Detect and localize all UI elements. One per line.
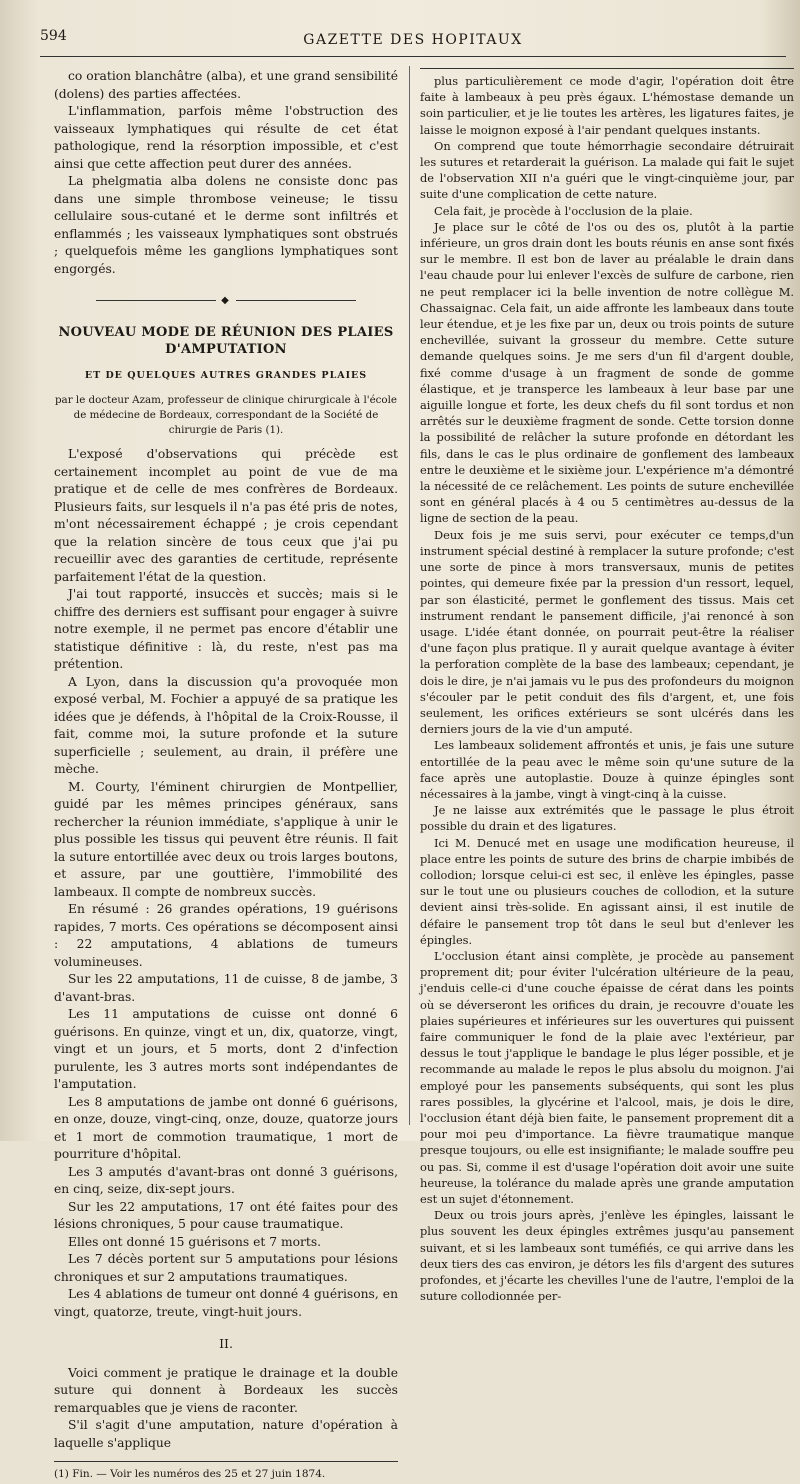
section-body: [54, 1365, 398, 1453]
right-column-rule: [420, 68, 794, 69]
paragraph: Cela fait, je procède à l'occlusion de la plaie.: [434, 203, 693, 218]
paragraph: Elles ont donné 15 guérisons et 7 morts.: [68, 1234, 322, 1249]
paragraph: Voici comment je pratique le drainage et la double suture qui donnent à Bordeaux les succès remarquables que je viens de raconter.: [54, 1365, 398, 1415]
left-column: [54, 68, 398, 1480]
footnote-rule: [54, 1461, 398, 1462]
ornament-glyph: ◆: [221, 295, 231, 306]
paragraph: Les 8 amputations de jambe ont donné 6 guérisons, en onze, douze, vingt-cinq, onze, douze, quatorze jours et 1 mort de commotion traumatique, 1 mort de pourriture d'hôpital.: [54, 1094, 398, 1161]
paragraph: L'exposé d'observations qui précède est certainement incomplet au point de vue de ma pratique et de celle de mes confrères de Bordeaux. Plusieurs faits, sur lesquels il n'a pas été pris de notes, m'ont nécessairement échappé ; je crois cependant que la relation sincère de tous ceux que j'ai pu recueillir avec des garanties de certitude, représente parfaitement l'état de la question.: [54, 447, 398, 584]
paragraph: Les lambeaux solidement affrontés et unis, je fais une suture entortillée de la peau avec le même soin qu'une suture de la face après une autoplastie. Douze à quinze épingles sont nécessaires à la jambe, vingt à vingt-cinq à la cuisse.: [420, 738, 794, 801]
column-divider: [409, 66, 410, 1125]
paragraph: M. Courty, l'éminent chirurgien de Montpellier, guidé par les mêmes principes généraux, sans rechercher la réunion immédiate, s'applique à unir le plus possible les tissus qui peuvent être réunis. Il fait la suture entortillée avec deux ou trois larges boutons, et assure, par une gouttière, l'immobilité des lambeaux. Il compte de nombreux succès.: [54, 779, 398, 899]
paragraph: On comprend que toute hémorrhagie secondaire détruirait les sutures et retarderait la guérison. La malade qui fait le sujet de l'observation XII n'a guéri que le vingt-cinquième jour, par suite d'une complication de cette nature.: [420, 138, 794, 202]
article-body: [54, 446, 398, 1321]
right-column: [420, 68, 794, 1304]
paragraph: Je place sur le côté de l'os ou des os, plutôt à la partie inférieure, un gros drain dont les bouts réunis en anse sont fixés sur le membre. Il est bon de laver au préalable le drain dans l'eau chaude pour lui enlever l'excès de sulfure de carbone, rien ne peut remplacer ici la belle invention de notre collègue M. Chassaignac. Cela fait, un aide affronte les lambeaux dans toute leur étendue, et je les fixe par un, deux ou trois points de suture enchevillée, suivant la grosseur du membre. Cette suture demande quelques soins. Je me sers d'un fil d'argent double, fixé comme d'usage à un fragment de sonde de gomme élastique, et je transperce les lambeaux à leur base par une aiguille longue et forte, les deux chefs du fil sont tordus et non arrêtés sur le deuxième fragment de sonde. Cette torsion donne la possibilité de relâcher la suture profonde en détordant les fils, dans le cas le plus ordinaire de gonflement des lambeaux entre le deuxième et le sixième jour. L'expérience m'a démontré la nécessité de ce relâchement. Les points de suture enchevillée sont en général placés à 4 ou 5 centimètres au-dessus de la ligne de section de la peau.: [420, 219, 794, 526]
paragraph: co oration blanchâtre (alba), et une grand sensibilité (dolens) des parties affectées.: [54, 69, 398, 101]
article-title: NOUVEAU MODE DE RÉUNION DES PLAIES D'AMPUTATION: [58, 324, 394, 357]
paragraph: Deux fois je me suis servi, pour exécuter ce temps,d'un instrument spécial destiné à remplacer la suture profonde; c'est une sorte de pince à mors transversaux, munis de petites pointes, qui demeure fixée par la pression d'un ressort, lequel, par son élasticité, permet le gonflement des tissus. Mais cet instrument rendant le pansement difficile, j'ai renoncé à son usage. L'idée étant donnée, on pourrait peut-être la réaliser d'une façon plus pratique. Il y aurait quelque avantage à éviter la perforation complète de la base des lambeaux; cependant, je dois le dire, je n'ai jamais vu le pus des profondeurs du moignon s'écouler par le petit conduit des fils d'argent, et, une fois seulement, les orifices extérieurs se sont ulcérés dans les derniers jours de la vie d'un amputé.: [420, 527, 794, 737]
footnote: (1) Fin. — Voir les numéros des 25 et 27 juin 1874.: [54, 1468, 326, 1480]
paragraph: L'inflammation, parfois même l'obstruction des vaisseaux lymphatiques qui résulte de cet état pathologique, rend la résorption impossible, et c'est ainsi que cette affection peut durer des années.: [54, 104, 398, 171]
paragraph: Je ne laisse aux extrémités que le passage le plus étroit possible du drain et des ligatures.: [420, 803, 794, 834]
article-subtitle: ET DE QUELQUES AUTRES GRANDES PLAIES: [84, 369, 368, 381]
article-byline: par le docteur Azam, professeur de clinique chirurgicale à l'école de médecine de Bordeaux, correspondant de la Société de chirurgie de Paris (1).: [54, 394, 398, 436]
paragraph: S'il s'agit d'une amputation, nature d'opération à laquelle s'applique: [54, 1418, 398, 1450]
paragraph: Les 11 amputations de cuisse ont donné 6 guérisons. En quinze, vingt et un, dix, quatorze, vingt, vingt et un jours, et 5 morts, dont 2 d'infection purulente, les 3 autres morts sont indépendantes de l'amputation.: [54, 1007, 398, 1091]
page-number: 594: [40, 28, 67, 44]
paragraph: plus particulièrement ce mode d'agir, l'opération doit être faite à lambeaux à peu près égaux. L'hémostase demande un soin particulier, et je lie toutes les artères, les ligatures faites, je laisse le moignon exposé à l'air pendant quelques instants.: [420, 74, 794, 137]
paragraph: A Lyon, dans la discussion qu'a provoquée mon exposé verbal, M. Fochier a appuyé de sa pratique les idées que je défends, à l'hôpital de la Croix-Rousse, il fait, comme moi, la suture profonde et la suture superficielle ; seulement, au drain, il préfère une mèche.: [54, 674, 398, 776]
paragraph: Ici M. Denucé met en usage une modification heureuse, il place entre les points de suture des brins de charpie imbibés de collodion; lorsque celui-ci est sec, il enlève les épingles, passe sur le tout une ou plusieurs couches de collodion, et la suture devient ainsi très-solide. En agissant ainsi, il est inutile de défaire le pansement trop tôt dans le seul but d'enlever les épingles.: [420, 835, 794, 947]
page-header: [40, 22, 786, 62]
paragraph: Les 3 amputés d'avant-bras ont donné 3 guérisons, en cinq, seize, dix-sept jours.: [54, 1164, 398, 1196]
paragraph: En résumé : 26 grandes opérations, 19 guérisons rapides, 7 morts. Ces opérations se décomposent ainsi : 22 amputations, 4 ablations de tumeurs volumineuses.: [54, 902, 398, 969]
paragraph: Sur les 22 amputations, 11 de cuisse, 8 de jambe, 3 d'avant-bras.: [54, 972, 398, 1004]
paragraph: L'occlusion étant ainsi complète, je procède au pansement proprement dit; pour éviter l'ulcération ultérieure de la peau, j'enduis celle-ci d'une couche épaisse de cérat dans les points où se déverseront les orifices du drain, je recouvre d'ouate les plaies supérieures et inférieures sur les ouvertures qui puissent faire communiquer le fond de la plaie avec l'extérieur, par dessus le tout j'applique le bandage le plus léger possible, et je recommande au malade le repos le plus absolu du moignon. J'ai employé pour les pansements subséquents, qui sont les plus rares possibles, la glycérine et l'alcool, mais, je dois le dire, l'occlusion étant déjà bien faite, le pansement proprement dit a pour moi peu d'importance. La fièvre traumatique manque presque toujours, ou elle est insignifiante; le malade souffre peu ou pas. Si, comme il est d'usage l'opération doit avoir une suite heureuse, la tolérance du malade après une grande amputation est un sujet d'étonnement.: [420, 948, 794, 1207]
intro-paragraphs: [54, 68, 398, 278]
section-ornament: [54, 292, 398, 310]
paragraph: Les 7 décès portent sur 5 amputations pour lésions chroniques et sur 2 amputations traumatiques.: [54, 1252, 398, 1284]
paragraph: J'ai tout rapporté, insuccès et succès; mais si le chiffre des derniers est suffisant pour engager à suivre notre exemple, il ne permet pas encore d'établir une statistique définitive : là, du reste, n'est pas ma prétention.: [54, 587, 398, 671]
header-rule: [40, 56, 786, 57]
running-title: GAZETTE DES HOPITAUX: [303, 32, 523, 48]
paragraph: Les 4 ablations de tumeur ont donné 4 guérisons, en vingt, quatorze, treute, vingt-huit jours.: [54, 1287, 398, 1319]
paragraph: Sur les 22 amputations, 17 ont été faites pour des lésions chroniques, 5 pour cause traumatique.: [54, 1199, 398, 1231]
section-number: II.: [219, 1336, 233, 1351]
paragraph: Deux ou trois jours après, j'enlève les épingles, laissant le plus souvent les deux épingles extrêmes jusqu'au pansement suivant, et si les lambeaux sont tuméfiés, ce qui arrive dans les deux tiers des cas environ, je détors les fils d'argent des sutures profondes, et j'écarte les chevilles l'une de l'autre, l'emploi de la suture collodionnée per-: [420, 1208, 794, 1304]
paragraph: La phelgmatia alba dolens ne consiste donc pas dans une simple thrombose veineuse; le tissu cellulaire sous-cutané et le derme sont infiltrés et enflammés ; les vaisseaux lymphatiques sont obstrués ; quelquefois même les ganglions lymphatiques sont engorgés.: [54, 174, 398, 276]
